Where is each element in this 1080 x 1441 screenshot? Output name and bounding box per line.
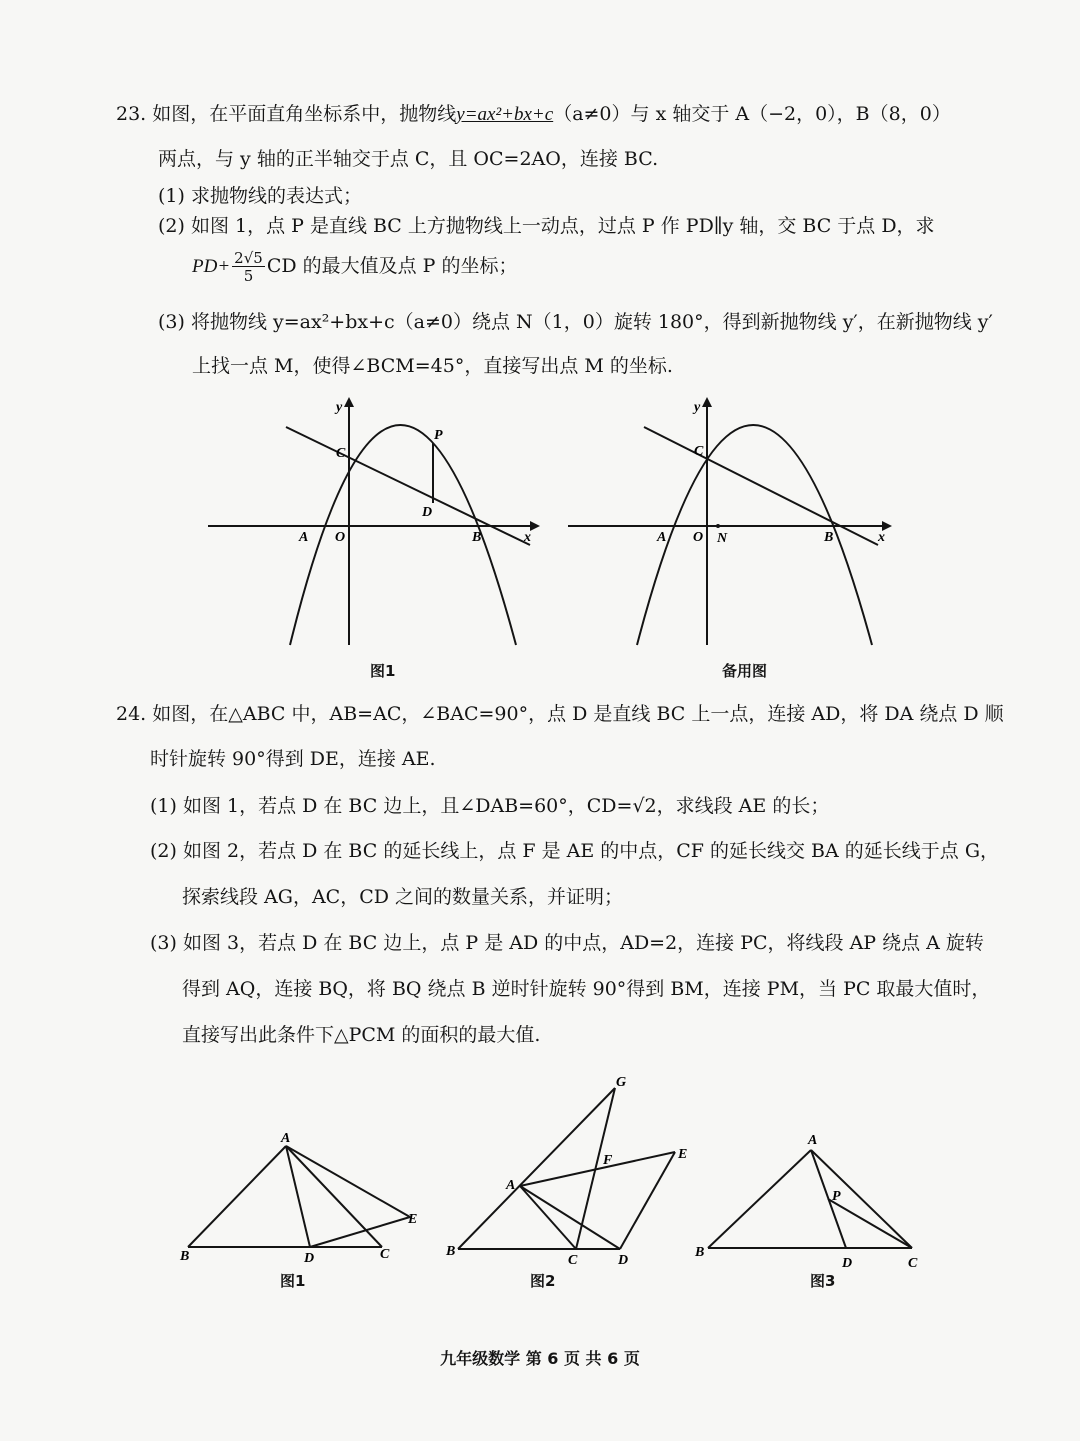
- side-ab: [708, 1150, 811, 1248]
- q23-frac-den: 5: [243, 267, 254, 285]
- q24-line1: [116, 700, 1004, 728]
- side-ac: [286, 1146, 382, 1247]
- q23-line2: 两点，与 y 轴的正半轴交于点 C，且 OC=2AO，连接 BC.: [158, 148, 659, 170]
- fig2-label-n: N: [717, 531, 728, 546]
- fig1-label-o: O: [335, 530, 346, 545]
- fig2-label-y: y: [694, 400, 701, 415]
- q24-part3-line2: 得到 AQ，连接 BQ，将 BQ 绕点 B 逆时针旋转 90°得到 BM，连接 PM，当 PC 取最大值时，: [182, 978, 991, 1000]
- q24-line2: 时针旋转 90°得到 DE，连接 AE.: [150, 748, 436, 770]
- q23-part3-line2: 上找一点 M，使得∠BCM=45°，直接写出点 M 的坐标.: [192, 355, 673, 377]
- q24-figure-3: [690, 1120, 940, 1270]
- q24f3-label-b: B: [695, 1245, 705, 1260]
- q23-part2-rest: CD 的最大值及点 P 的坐标；: [266, 255, 518, 277]
- q24-part1: (1) 如图 1，若点 D 在 BC 边上，且∠DAB=60°，CD=√2，求线段 AE 的长；: [150, 795, 830, 817]
- fig1-label-p: P: [434, 428, 443, 443]
- q24f2-label-c: C: [568, 1253, 578, 1268]
- fig1-label-b: B: [472, 530, 482, 545]
- page-footer: 九年级数学 第 6 页 共 6 页: [440, 1349, 640, 1368]
- y-axis-arrow: [344, 397, 354, 407]
- line-bg: [458, 1088, 615, 1249]
- fig1-label-c: C: [336, 446, 346, 461]
- segment-de: [310, 1217, 410, 1247]
- q23-cond: （a≠0）: [553, 103, 631, 125]
- segment-de: [620, 1152, 675, 1249]
- fig1-label-d: D: [422, 505, 433, 520]
- q23-figure-1: [200, 395, 560, 655]
- side-ab: [188, 1146, 286, 1247]
- fig1-label-y: y: [336, 400, 343, 415]
- parabola: [637, 425, 872, 645]
- segment-ac: [520, 1186, 576, 1249]
- q24-part2-line2: 探索线段 AG，AC，CD 之间的数量关系，并证明；: [182, 886, 624, 908]
- q24-fig2-caption: 图2: [530, 1272, 556, 1290]
- q24f3-label-c: C: [908, 1256, 918, 1271]
- segment-ad: [286, 1146, 310, 1247]
- q24-part3-line3: 直接写出此条件下△PCM 的面积的最大值.: [182, 1024, 541, 1046]
- segment-ad: [520, 1186, 620, 1249]
- q23-figure-backup: [560, 395, 920, 655]
- q24f2-label-f: F: [603, 1153, 613, 1168]
- q23-part1: (1) 求抛物线的表达式；: [158, 185, 362, 207]
- q24-line1-text: 如图，在△ABC 中，AB=AC，∠BAC=90°，点 D 是直线 BC 上一点，连接 AD，将 DA 绕点 D 顺: [152, 703, 1004, 725]
- q24f3-label-d: D: [842, 1256, 853, 1271]
- fig2-label-x: x: [878, 530, 885, 545]
- q24-figure-2: [440, 1070, 700, 1270]
- q23-fig1-caption: 图1: [370, 662, 396, 680]
- y-axis-arrow: [702, 397, 712, 407]
- fig2-label-o: O: [693, 530, 704, 545]
- q24f1-label-e: E: [408, 1212, 418, 1227]
- q24-number: 24.: [116, 703, 147, 725]
- q24f1-label-b: B: [180, 1249, 190, 1264]
- q23-line1-a: 如图，在平面直角坐标系中，抛物线: [152, 103, 457, 125]
- q24-part2-line1: (2) 如图 2，若点 D 在 BC 的延长线上，点 F 是 AE 的中点，CF 的延长线交 BA 的延长线于点 G，: [150, 840, 999, 862]
- fig2-label-a: A: [657, 530, 667, 545]
- fig1-label-a: A: [299, 530, 309, 545]
- line-bc: [286, 427, 530, 545]
- q23-frac-num: 2√5: [234, 249, 263, 267]
- q23-backup-caption: 备用图: [722, 662, 768, 680]
- side-ac: [811, 1150, 912, 1248]
- q23-number: 23.: [116, 103, 147, 125]
- segment-cg: [576, 1088, 615, 1249]
- q23-fraction: [232, 250, 265, 284]
- q24-fig3-caption: 图3: [810, 1272, 836, 1290]
- q24-part3-line1: (3) 如图 3，若点 D 在 BC 边上，点 P 是 AD 的中点，AD=2，连接 PC，将线段 AP 绕点 A 旋转: [150, 932, 984, 954]
- q24f3-label-a: A: [808, 1133, 818, 1148]
- q23-part3-line1: (3) 将抛物线 y=ax²+bx+c（a≠0）绕点 N（1，0）旋转 180°，得到新抛物线 y′，在新抛物线 y′: [158, 311, 993, 333]
- q24f1-label-a: A: [281, 1131, 291, 1146]
- fig1-label-x: x: [524, 530, 531, 545]
- parabola: [290, 425, 516, 645]
- q24f2-label-d: D: [618, 1253, 629, 1268]
- point-n: [716, 524, 720, 528]
- q23-part2-line1: (2) 如图 1，点 P 是直线 BC 上方抛物线上一动点，过点 P 作 PD∥y 轴，交 BC 于点 D，求: [158, 215, 935, 237]
- q24f2-label-g: G: [616, 1075, 627, 1090]
- fig2-label-b: B: [824, 530, 834, 545]
- q24f3-label-p: P: [832, 1189, 841, 1204]
- q23-line1: [116, 100, 951, 129]
- q23-line1-b: 与 x 轴交于 A（−2，0），B（8，0）: [630, 103, 951, 125]
- x-axis-arrow: [530, 521, 540, 531]
- q23-pd: PD+: [192, 256, 231, 277]
- q24f2-label-e: E: [678, 1147, 688, 1162]
- q23-formula: y=ax²+bx+c: [456, 104, 554, 125]
- q24f2-label-b: B: [446, 1244, 456, 1259]
- q24f1-label-c: C: [380, 1247, 390, 1262]
- q24-fig1-caption: 图1: [280, 1272, 306, 1290]
- q23-part2-line2: [192, 250, 518, 284]
- q24-figure-1: [170, 1120, 430, 1270]
- q24f2-label-a: A: [506, 1178, 516, 1193]
- fig2-label-c: C: [694, 444, 704, 459]
- q24f1-label-d: D: [304, 1251, 315, 1266]
- segment-ae: [286, 1146, 410, 1217]
- line-bc: [644, 427, 878, 545]
